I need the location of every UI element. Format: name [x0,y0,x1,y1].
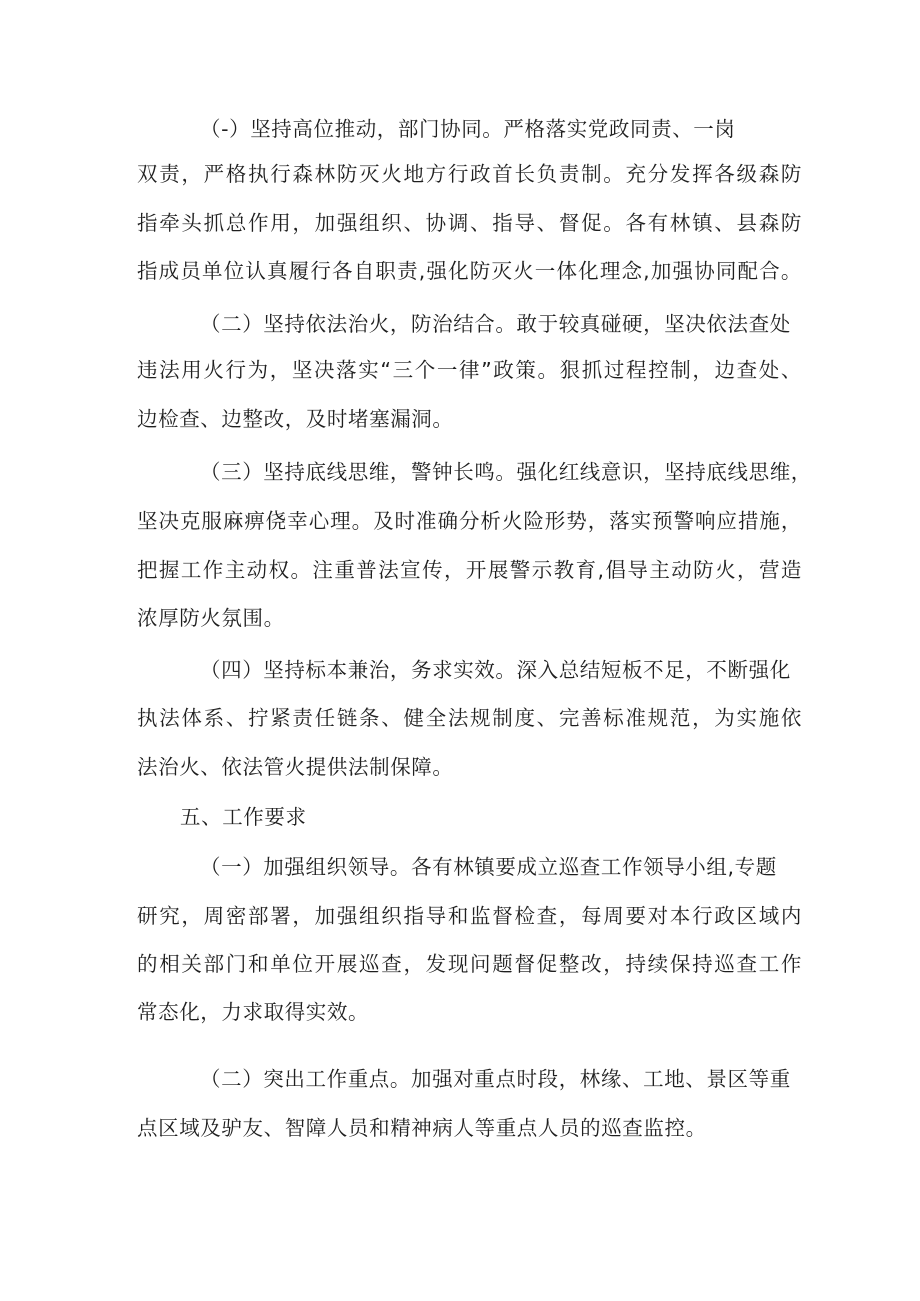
paragraph-1-line-4: 指成员单位认真履行各自职责,强化防灭火一体化理念,加强协同配合。 [137,259,802,283]
paragraph-4-line-1: （四）坚持标本兼治，务求实效。深入总结短板不足，不断强化 [200,658,791,682]
paragraph-1-line-3: 指牵头抓总作用，加强组织、协调、指导、督促。各有林镇、县森防 [137,211,802,235]
paragraph-3-line-3: 把握工作主动权。注重普法宣传，开展警示教育,倡导主动防火，营造 [137,558,802,582]
paragraph-2-line-2: 违法用火行为，坚决落实“三个一律”政策。狠抓过程控制，边查处、 [137,358,802,382]
paragraph-3-line-2: 坚决克服麻痹侥幸心理。及时准确分析火险形势，落实预警响应措施， [137,509,802,533]
paragraph-1-line-2: 双责，严格执行森林防灭火地方行政首长负责制。充分发挥各级森防 [137,162,802,186]
paragraph-5-line-3: 的相关部门和单位开展巡查，发现问题督促整改，持续保持巡查工作 [137,952,802,976]
paragraph-5-line-1: （一）加强组织领导。各有林镇要成立巡查工作领导小组,专题 [200,855,777,879]
paragraph-1-line-1: （-）坚持高位推动，部门协同。严格落实党政同责、一岗 [200,117,736,141]
paragraph-6-line-1: （二）突出工作重点。加强对重点时段，林缘、工地、景区等重 [200,1067,791,1091]
paragraph-5-line-4: 常态化，力求取得实效。 [137,1000,370,1024]
paragraph-2-line-3: 边检查、边整改，及时堵塞漏洞。 [137,407,454,431]
paragraph-6-line-2: 点区域及驴友、智障人员和精神病人等重点人员的巡查监控。 [137,1116,707,1140]
paragraph-3-line-1: （三）坚持底线思维，警钟长鸣。强化红线意识，坚持底线思维， [200,460,812,484]
paragraph-2-line-1: （二）坚持依法治火，防治结合。敢于较真碰硬，坚决依法查处 [200,312,791,336]
paragraph-4-line-2: 执法体系、拧紧责任链条、健全法规制度、完善标准规范，为实施依 [137,706,802,730]
paragraph-5-line-2: 研究，周密部署，加强组织指导和监督检查，每周要对本行政区域内 [137,904,802,928]
section-heading: 五、工作要求 [180,805,307,829]
paragraph-4-line-3: 法治火、依法管火提供法制保障。 [137,755,454,779]
paragraph-3-line-4: 浓厚防火氛围。 [137,606,285,630]
